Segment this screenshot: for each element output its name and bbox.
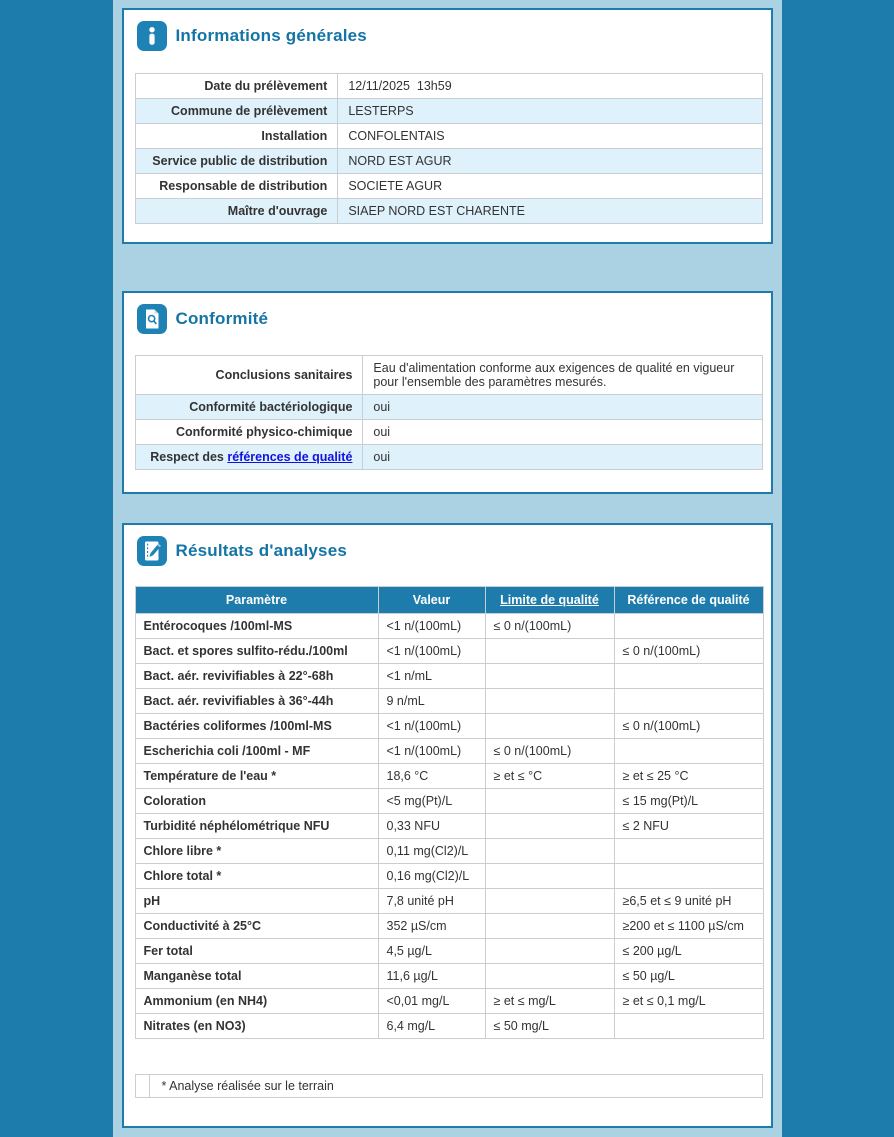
reference-cell	[614, 689, 763, 714]
row-value: SIAEP NORD EST CHARENTE	[338, 199, 762, 224]
param-cell: Conductivité à 25°C	[135, 914, 378, 939]
limite-cell	[485, 964, 614, 989]
results-table	[135, 586, 764, 1039]
conformity-card	[122, 291, 773, 494]
table-row	[135, 639, 763, 664]
valeur-cell: 0,33 NFU	[378, 814, 485, 839]
document-search-icon	[137, 304, 167, 334]
row-label: Commune de prélèvement	[135, 99, 338, 124]
param-cell: Turbidité néphélométrique NFU	[135, 814, 378, 839]
valeur-cell: 352 µS/cm	[378, 914, 485, 939]
conformity-header	[124, 293, 771, 334]
table-row	[135, 1014, 763, 1039]
row-value: oui	[363, 445, 762, 470]
limite-cell	[485, 689, 614, 714]
param-cell: Chlore total *	[135, 864, 378, 889]
param-cell: Chlore libre *	[135, 839, 378, 864]
reference-cell	[614, 839, 763, 864]
row-label: Conformité bactériologique	[135, 395, 363, 420]
valeur-cell: 0,11 mg(Cl2)/L	[378, 839, 485, 864]
param-cell: Bact. et spores sulfito-rédu./100ml	[135, 639, 378, 664]
param-cell: Manganèse total	[135, 964, 378, 989]
row-label-prefix: Respect des	[150, 450, 228, 464]
info-icon	[137, 21, 167, 51]
reference-cell	[614, 664, 763, 689]
valeur-cell: <1 n/(100mL)	[378, 639, 485, 664]
table-row	[135, 124, 762, 149]
param-cell: Température de l'eau *	[135, 764, 378, 789]
limite-cell	[485, 789, 614, 814]
limite-cell	[485, 939, 614, 964]
limite-cell	[485, 714, 614, 739]
row-label: Conformité physico-chimique	[135, 420, 363, 445]
table-row	[135, 689, 763, 714]
reference-cell: ≥200 et ≤ 1100 µS/cm	[614, 914, 763, 939]
valeur-cell: 11,6 µg/L	[378, 964, 485, 989]
table-row	[135, 356, 762, 395]
footnote-stub-cell	[135, 1075, 149, 1098]
limite-de-qualite-link[interactable]: Limite de qualité	[500, 593, 599, 607]
limite-cell	[485, 639, 614, 664]
reference-cell: ≥ et ≤ 25 °C	[614, 764, 763, 789]
general-info-header	[124, 10, 771, 51]
table-row	[135, 939, 763, 964]
conformity-table	[135, 355, 763, 470]
param-cell: Bact. aér. revivifiables à 36°-44h	[135, 689, 378, 714]
reference-cell: ≥6,5 et ≤ 9 unité pH	[614, 889, 763, 914]
general-info-table	[135, 73, 763, 224]
param-cell: Ammonium (en NH4)	[135, 989, 378, 1014]
reference-cell: ≤ 0 n/(100mL)	[614, 714, 763, 739]
table-row	[135, 614, 763, 639]
valeur-cell: 18,6 °C	[378, 764, 485, 789]
valeur-cell: 7,8 unité pH	[378, 889, 485, 914]
table-row	[135, 714, 763, 739]
results-header-row	[135, 587, 763, 614]
reference-cell: ≤ 0 n/(100mL)	[614, 639, 763, 664]
row-label: Installation	[135, 124, 338, 149]
param-cell: Entérocoques /100ml-MS	[135, 614, 378, 639]
limite-cell	[485, 864, 614, 889]
table-row	[135, 99, 762, 124]
row-value: 12/11/2025 13h59	[338, 74, 762, 99]
table-row	[135, 199, 762, 224]
quality-references-link[interactable]: références de qualité	[227, 450, 353, 464]
column-header-limite	[485, 587, 614, 614]
table-row	[135, 445, 762, 470]
row-label: Responsable de distribution	[135, 174, 338, 199]
row-value: oui	[363, 420, 762, 445]
page-title: Résultats d'analyses	[175, 541, 348, 560]
row-label: Conclusions sanitaires	[135, 356, 363, 395]
table-row	[135, 789, 763, 814]
limite-cell	[485, 889, 614, 914]
general-info-card	[122, 8, 773, 244]
row-label: Service public de distribution	[135, 149, 338, 174]
row-value: Eau d'alimentation conforme aux exigences de qualité en vigueur pour l'ensemble des paramètres mesurés.	[363, 356, 762, 395]
table-row	[135, 764, 763, 789]
row-value: oui	[363, 395, 762, 420]
table-row	[135, 420, 762, 445]
limite-cell	[485, 664, 614, 689]
valeur-cell: <1 n/(100mL)	[378, 714, 485, 739]
clipboard-pencil-icon	[137, 536, 167, 566]
column-header-parametre: Paramètre	[135, 587, 378, 614]
page-title: Informations générales	[175, 26, 367, 45]
param-cell: Escherichia coli /100ml - MF	[135, 739, 378, 764]
valeur-cell: <1 n/(100mL)	[378, 739, 485, 764]
row-value: CONFOLENTAIS	[338, 124, 762, 149]
table-row	[135, 864, 763, 889]
table-row	[135, 395, 762, 420]
valeur-cell: 4,5 µg/L	[378, 939, 485, 964]
row-value: LESTERPS	[338, 99, 762, 124]
table-row	[135, 174, 762, 199]
table-row	[135, 739, 763, 764]
footnote-text: * Analyse réalisée sur le terrain	[149, 1075, 762, 1098]
valeur-cell: 0,16 mg(Cl2)/L	[378, 864, 485, 889]
valeur-cell: <1 n/mL	[378, 664, 485, 689]
results-header	[124, 525, 771, 566]
param-cell: Bactéries coliformes /100ml-MS	[135, 714, 378, 739]
limite-cell: ≤ 50 mg/L	[485, 1014, 614, 1039]
limite-cell	[485, 914, 614, 939]
reference-cell	[614, 614, 763, 639]
table-row	[135, 74, 762, 99]
param-cell: Bact. aér. revivifiables à 22°-68h	[135, 664, 378, 689]
row-value: NORD EST AGUR	[338, 149, 762, 174]
reference-cell: ≤ 15 mg(Pt)/L	[614, 789, 763, 814]
table-row	[135, 989, 763, 1014]
row-label: Maître d'ouvrage	[135, 199, 338, 224]
table-row	[135, 839, 763, 864]
table-row	[135, 149, 762, 174]
limite-cell	[485, 839, 614, 864]
table-row	[135, 914, 763, 939]
limite-cell: ≤ 0 n/(100mL)	[485, 614, 614, 639]
reference-cell: ≤ 200 µg/L	[614, 939, 763, 964]
valeur-cell: <5 mg(Pt)/L	[378, 789, 485, 814]
table-row	[135, 664, 763, 689]
results-card	[122, 523, 773, 1128]
report-page	[113, 0, 782, 1137]
param-cell: Nitrates (en NO3)	[135, 1014, 378, 1039]
table-row	[135, 1075, 762, 1098]
table-row	[135, 964, 763, 989]
limite-cell: ≥ et ≤ mg/L	[485, 989, 614, 1014]
param-cell: Coloration	[135, 789, 378, 814]
reference-cell	[614, 739, 763, 764]
limite-cell: ≤ 0 n/(100mL)	[485, 739, 614, 764]
valeur-cell: <0,01 mg/L	[378, 989, 485, 1014]
footnote-box	[135, 1074, 763, 1098]
column-header-valeur: Valeur	[378, 587, 485, 614]
reference-cell	[614, 1014, 763, 1039]
table-row	[135, 814, 763, 839]
page-title: Conformité	[175, 309, 269, 328]
column-header-reference: Référence de qualité	[614, 587, 763, 614]
reference-cell: ≥ et ≤ 0,1 mg/L	[614, 989, 763, 1014]
param-cell: pH	[135, 889, 378, 914]
valeur-cell: 6,4 mg/L	[378, 1014, 485, 1039]
valeur-cell: <1 n/(100mL)	[378, 614, 485, 639]
param-cell: Fer total	[135, 939, 378, 964]
valeur-cell: 9 n/mL	[378, 689, 485, 714]
row-value: SOCIETE AGUR	[338, 174, 762, 199]
limite-cell: ≥ et ≤ °C	[485, 764, 614, 789]
row-label: Date du prélèvement	[135, 74, 338, 99]
limite-cell	[485, 814, 614, 839]
reference-cell: ≤ 50 µg/L	[614, 964, 763, 989]
reference-cell: ≤ 2 NFU	[614, 814, 763, 839]
reference-cell	[614, 864, 763, 889]
row-label	[135, 445, 363, 470]
table-row	[135, 889, 763, 914]
